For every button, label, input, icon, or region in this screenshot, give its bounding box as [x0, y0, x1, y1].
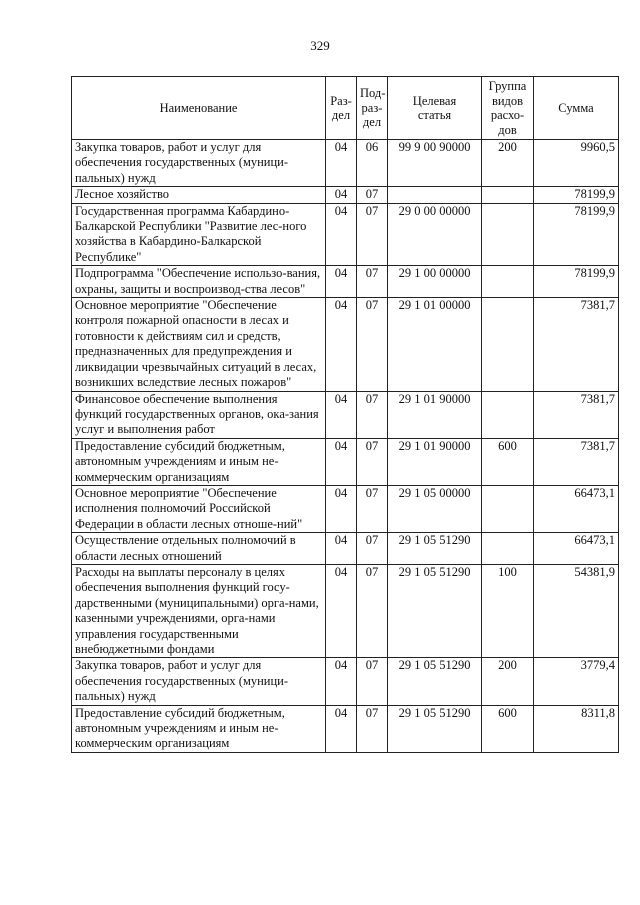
- cell-expense-group: [482, 533, 534, 565]
- cell-amount: 8311,8: [534, 705, 619, 752]
- cell-target-article: 29 1 05 51290: [388, 533, 482, 565]
- cell-section: 04: [326, 298, 357, 391]
- table-row: [72, 391, 619, 438]
- cell-section: 04: [326, 564, 357, 657]
- cell-amount: 78199,9: [534, 203, 619, 266]
- table-row: [72, 140, 619, 187]
- cell-subsection: 07: [357, 187, 388, 203]
- table-row: [72, 266, 619, 298]
- cell-name: Расходы на выплаты персоналу в целях обеспечения выполнения функций госу-дарственными (муниципальными) орга-нами, казенными учреждениями, орга-нами управления государственными внебюджетными фондами: [72, 564, 326, 657]
- table-row: [72, 705, 619, 752]
- cell-expense-group: [482, 266, 534, 298]
- header-subsection-text: Под- раз- дел: [360, 86, 386, 130]
- header-expense-group: [482, 77, 534, 140]
- cell-target-article: 29 1 05 00000: [388, 485, 482, 532]
- table-row: [72, 438, 619, 485]
- cell-subsection: 07: [357, 658, 388, 705]
- table-row: [72, 187, 619, 203]
- cell-name: Основное мероприятие "Обеспечение исполнения полномочий Российской Федерации в области лесных отноше-ний": [72, 485, 326, 532]
- cell-section: 04: [326, 438, 357, 485]
- cell-amount: 78199,9: [534, 187, 619, 203]
- cell-subsection: 07: [357, 533, 388, 565]
- cell-target-article: 29 1 05 51290: [388, 705, 482, 752]
- cell-amount: 66473,1: [534, 533, 619, 565]
- cell-subsection: 07: [357, 564, 388, 657]
- cell-name: Подпрограмма "Обеспечение использо-вания, охраны, защиты и воспроизвод-ства лесов": [72, 266, 326, 298]
- header-target-article-text: Целевая статья: [412, 93, 457, 122]
- cell-target-article: 29 0 00 00000: [388, 203, 482, 266]
- cell-expense-group: 100: [482, 564, 534, 657]
- cell-name: Лесное хозяйство: [72, 187, 326, 203]
- budget-table: [71, 76, 619, 753]
- table-row: [72, 203, 619, 266]
- table-row: [72, 533, 619, 565]
- cell-subsection: 07: [357, 485, 388, 532]
- cell-target-article: 29 1 05 51290: [388, 564, 482, 657]
- cell-amount: 66473,1: [534, 485, 619, 532]
- header-target-article: [388, 77, 482, 140]
- cell-subsection: 07: [357, 391, 388, 438]
- table-row: [72, 658, 619, 705]
- cell-section: 04: [326, 658, 357, 705]
- cell-amount: 7381,7: [534, 438, 619, 485]
- cell-expense-group: [482, 298, 534, 391]
- cell-expense-group: 600: [482, 438, 534, 485]
- cell-section: 04: [326, 187, 357, 203]
- cell-section: 04: [326, 533, 357, 565]
- cell-name: Закупка товаров, работ и услуг для обеспечения государственных (муници-пальных) нужд: [72, 140, 326, 187]
- cell-amount: 3779,4: [534, 658, 619, 705]
- cell-expense-group: [482, 187, 534, 203]
- cell-target-article: [388, 187, 482, 203]
- cell-name: Предоставление субсидий бюджетным, автономным учреждениям и иным не-коммерческим организациям: [72, 438, 326, 485]
- cell-name: Предоставление субсидий бюджетным, автономным учреждениям и иным не-коммерческим организациям: [72, 705, 326, 752]
- header-section-text: Раз- дел: [330, 93, 352, 122]
- cell-target-article: 29 1 00 00000: [388, 266, 482, 298]
- cell-subsection: 07: [357, 705, 388, 752]
- header-section: [326, 77, 357, 140]
- cell-subsection: 06: [357, 140, 388, 187]
- cell-amount: 54381,9: [534, 564, 619, 657]
- page-number: 329: [310, 38, 330, 53]
- cell-amount: 7381,7: [534, 391, 619, 438]
- cell-amount: 78199,9: [534, 266, 619, 298]
- cell-target-article: 29 1 01 00000: [388, 298, 482, 391]
- cell-name: Закупка товаров, работ и услуг для обеспечения государственных (муници-пальных) нужд: [72, 658, 326, 705]
- cell-section: 04: [326, 391, 357, 438]
- cell-target-article: 29 1 01 90000: [388, 391, 482, 438]
- cell-name: Государственная программа Кабардино-Балкарской Республики "Развитие лес-ного хозяйства в Кабардино-Балкарской Республике": [72, 203, 326, 266]
- cell-section: 04: [326, 203, 357, 266]
- cell-subsection: 07: [357, 438, 388, 485]
- cell-target-article: 29 1 05 51290: [388, 658, 482, 705]
- cell-target-article: 99 9 00 90000: [388, 140, 482, 187]
- cell-expense-group: 200: [482, 140, 534, 187]
- table-row: [72, 485, 619, 532]
- cell-subsection: 07: [357, 203, 388, 266]
- header-expense-group-text: Группа видов расхо- дов: [488, 79, 527, 137]
- cell-name: Финансовое обеспечение выполнения функций государственных органов, ока-зания услуг и выполнения работ: [72, 391, 326, 438]
- cell-section: 04: [326, 705, 357, 752]
- cell-subsection: 07: [357, 266, 388, 298]
- cell-amount: 9960,5: [534, 140, 619, 187]
- cell-name: Осуществление отдельных полномочий в области лесных отношений: [72, 533, 326, 565]
- cell-target-article: 29 1 01 90000: [388, 438, 482, 485]
- cell-expense-group: [482, 203, 534, 266]
- table-body: [72, 140, 619, 753]
- cell-expense-group: 600: [482, 705, 534, 752]
- table-header-row: [72, 77, 619, 140]
- header-amount: Сумма: [534, 77, 619, 140]
- cell-name: Основное мероприятие "Обеспечение контроля пожарной опасности в лесах и готовности к действиям сил и средств, предназначенных для предупреждения и ликвидации чрезвычайных ситуаций в лесах, возникших вследствие лесных пожаров": [72, 298, 326, 391]
- cell-subsection: 07: [357, 298, 388, 391]
- cell-expense-group: [482, 485, 534, 532]
- table-row: [72, 564, 619, 657]
- header-name: Наименование: [72, 77, 326, 140]
- cell-expense-group: 200: [482, 658, 534, 705]
- cell-expense-group: [482, 391, 534, 438]
- cell-section: 04: [326, 266, 357, 298]
- cell-section: 04: [326, 485, 357, 532]
- header-subsection: [357, 77, 388, 140]
- cell-amount: 7381,7: [534, 298, 619, 391]
- table-row: [72, 298, 619, 391]
- cell-section: 04: [326, 140, 357, 187]
